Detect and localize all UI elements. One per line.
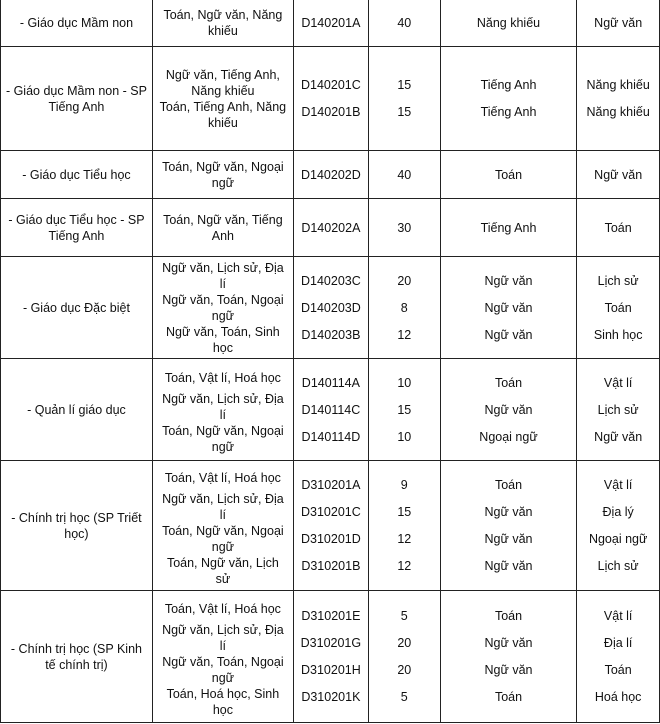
subject-combination: Toán, Vật lí, Hoá học	[164, 370, 281, 385]
second-subject-cell	[577, 47, 660, 151]
subject-combination: Toán, Ngữ văn, Tiếng Anh	[163, 212, 283, 243]
subject-combination: Ngữ văn, Tiếng Anh, Năng khiếu	[165, 67, 280, 98]
main-subject: Toán	[494, 478, 523, 492]
program-code: D140114C	[301, 402, 361, 417]
table-row	[1, 199, 660, 257]
second-subject: Lịch sử	[597, 402, 639, 417]
program-code: D310201B	[301, 559, 361, 573]
subject-combination: Ngữ văn, Toán, Ngoại ngữ	[162, 292, 284, 323]
main-subject: Ngữ văn	[484, 273, 533, 288]
quota-stack	[369, 472, 440, 580]
subject-combination-cell	[152, 359, 293, 461]
quota-stack	[369, 209, 440, 247]
second-subject-cell	[577, 591, 660, 723]
subject-combination: Toán, Ngữ văn, Năng khiếu	[163, 7, 283, 38]
program-code: D140203C	[300, 273, 361, 288]
program-code-stack	[294, 161, 368, 189]
second-subject-stack	[577, 472, 659, 580]
table-row	[1, 47, 660, 151]
quota: 15	[397, 105, 412, 119]
program-code: D140202D	[300, 167, 361, 182]
main-subject-stack	[441, 161, 577, 189]
subject-combination: Ngữ văn, Lịch sử, Địa lí	[162, 623, 284, 653]
main-subject-cell	[440, 199, 577, 257]
program-code-stack	[294, 209, 368, 247]
second-subject: Toán	[604, 300, 632, 315]
program-code: D140114D	[301, 429, 361, 444]
subject-combination: Ngữ văn, Toán, Ngoại ngữ	[162, 655, 284, 685]
subject-combination-stack	[153, 159, 293, 191]
table-row	[1, 461, 660, 591]
subject-combination-stack	[153, 209, 293, 247]
second-subject: Toán	[604, 220, 632, 235]
main-subject: Toán	[494, 609, 523, 623]
main-subject: Ngữ văn	[484, 402, 533, 417]
main-subject: Toán	[494, 167, 523, 182]
quota: 15	[397, 78, 412, 92]
program-code: D140201A	[301, 15, 361, 30]
second-subject-stack	[577, 72, 659, 126]
subject-combination: Toán, Ngữ văn, Ngoại ngữ	[162, 524, 284, 554]
second-subject: Ngữ văn	[594, 15, 643, 30]
main-subject: Toán	[494, 690, 523, 704]
table-row	[1, 257, 660, 359]
quota: 30	[397, 220, 412, 235]
second-subject: Vật lí	[603, 478, 633, 492]
program-code: D310201H	[300, 663, 361, 677]
quota-cell	[368, 359, 440, 461]
quota: 12	[397, 559, 412, 573]
program-code: D140202A	[301, 220, 361, 235]
main-subject-stack	[441, 9, 577, 37]
program-name: - Chính trị học (SP Triết học)	[1, 461, 153, 591]
main-subject-stack	[441, 603, 577, 711]
quota-cell	[368, 151, 440, 199]
second-subject-stack	[577, 369, 659, 450]
subject-combination: Toán, Ngữ văn, Lịch sử	[166, 556, 279, 586]
second-subject-stack	[577, 267, 659, 348]
quota: 20	[397, 663, 412, 677]
quota: 20	[397, 636, 412, 650]
program-code-cell	[293, 359, 368, 461]
second-subject-cell	[577, 0, 660, 47]
table-row	[1, 591, 660, 723]
second-subject: Lịch sử	[597, 273, 639, 288]
program-code: D310201A	[301, 478, 361, 492]
program-code-cell	[293, 151, 368, 199]
quota: 40	[397, 15, 412, 30]
quota-cell	[368, 199, 440, 257]
main-subject: Toán	[494, 375, 523, 390]
second-subject-stack	[577, 161, 659, 189]
main-subject: Ngoại ngữ	[479, 429, 538, 444]
main-subject-cell	[440, 461, 577, 591]
main-subject-cell	[440, 151, 577, 199]
main-subject: Ngữ văn	[484, 532, 533, 546]
second-subject: Toán	[604, 663, 632, 677]
program-name: - Giáo dục Mầm non	[1, 0, 153, 47]
quota: 10	[397, 375, 412, 390]
subject-combination-stack	[153, 260, 293, 356]
main-subject: Năng khiếu	[476, 15, 541, 30]
program-code-cell	[293, 199, 368, 257]
main-subject-cell	[440, 47, 577, 151]
program-code-cell	[293, 591, 368, 723]
quota-cell	[368, 257, 440, 359]
second-subject: Vật lí	[603, 375, 633, 390]
subject-combination: Toán, Vật lí, Hoá học	[164, 601, 281, 616]
quota-cell	[368, 591, 440, 723]
main-subject-stack	[441, 72, 577, 126]
table-row	[1, 151, 660, 199]
quota-stack	[369, 9, 440, 37]
subject-combination-stack	[153, 464, 293, 587]
program-code: D140201C	[300, 78, 361, 92]
main-subject-stack	[441, 267, 577, 348]
subject-combination-stack	[153, 364, 293, 455]
subject-combination: Ngữ văn, Lịch sử, Địa lí	[162, 260, 284, 291]
second-subject: Địa lí	[603, 636, 633, 650]
quota: 40	[397, 167, 412, 182]
quota: 12	[397, 327, 412, 342]
quota-cell	[368, 461, 440, 591]
program-name: - Quản lí giáo dục	[1, 359, 153, 461]
quota-stack	[369, 161, 440, 189]
table-row	[1, 0, 660, 47]
program-code-stack	[294, 9, 368, 37]
subject-combination-cell	[152, 151, 293, 199]
subject-combination: Toán, Vật lí, Hoá học	[164, 470, 281, 485]
program-code-stack	[294, 72, 368, 126]
subject-combination-cell	[152, 591, 293, 723]
main-subject: Ngữ văn	[484, 636, 533, 650]
subject-combination-stack	[153, 7, 293, 39]
quota: 9	[400, 478, 408, 492]
program-code-cell	[293, 461, 368, 591]
subject-combination-stack	[153, 67, 293, 131]
quota: 8	[400, 300, 408, 315]
program-code: D310201C	[300, 505, 361, 519]
subject-combination-cell	[152, 199, 293, 257]
subject-combination-stack	[153, 595, 293, 718]
program-name: - Giáo dục Tiểu học	[1, 151, 153, 199]
second-subject-cell	[577, 461, 660, 591]
subject-combination-cell	[152, 461, 293, 591]
second-subject-stack	[577, 603, 659, 711]
second-subject: Năng khiếu	[586, 105, 650, 119]
second-subject: Ngoại ngữ	[588, 532, 648, 546]
quota: 12	[397, 532, 412, 546]
quota-stack	[369, 369, 440, 450]
second-subject-cell	[577, 359, 660, 461]
quota: 5	[400, 690, 408, 704]
program-code-cell	[293, 47, 368, 151]
subject-combination: Toán, Tiếng Anh, Năng khiếu	[159, 99, 287, 130]
main-subject: Ngữ văn	[484, 559, 533, 573]
program-code-stack	[294, 267, 368, 348]
second-subject: Vật lí	[603, 609, 633, 623]
program-code: D310201E	[301, 609, 361, 623]
main-subject-stack	[441, 209, 577, 247]
program-code: D140203B	[301, 327, 361, 342]
quota: 10	[397, 429, 412, 444]
program-name: - Giáo dục Mầm non - SP Tiếng Anh	[1, 47, 153, 151]
subject-combination: Toán, Ngữ văn, Ngoại ngữ	[162, 424, 284, 454]
subject-combination: Ngữ văn, Toán, Sinh học	[166, 324, 280, 355]
quota-cell	[368, 0, 440, 47]
second-subject-cell	[577, 199, 660, 257]
main-subject: Ngữ văn	[484, 505, 533, 519]
quota-stack	[369, 267, 440, 348]
second-subject: Ngữ văn	[594, 167, 643, 182]
program-code: D310201K	[301, 690, 361, 704]
program-code: D140201B	[301, 105, 361, 119]
quota-stack	[369, 72, 440, 126]
second-subject-cell	[577, 151, 660, 199]
program-code: D140203D	[300, 300, 361, 315]
main-subject-cell	[440, 359, 577, 461]
main-subject: Tiếng Anh	[480, 220, 537, 235]
main-subject-cell	[440, 257, 577, 359]
table-row	[1, 359, 660, 461]
subject-combination-cell	[152, 257, 293, 359]
program-code: D140114A	[301, 375, 360, 390]
quota: 15	[397, 505, 412, 519]
main-subject: Tiếng Anh	[480, 105, 537, 119]
program-code-stack	[294, 472, 368, 580]
main-subject-cell	[440, 0, 577, 47]
subject-combination-cell	[152, 47, 293, 151]
main-subject-cell	[440, 591, 577, 723]
subject-combination: Ngữ văn, Lịch sử, Địa lí	[162, 492, 284, 522]
program-code: D310201G	[300, 636, 362, 650]
program-name: - Giáo dục Đặc biệt	[1, 257, 153, 359]
main-subject: Ngữ văn	[484, 327, 533, 342]
program-code-cell	[293, 0, 368, 47]
program-code: D310201D	[300, 532, 361, 546]
program-name: - Giáo dục Tiểu học - SP Tiếng Anh	[1, 199, 153, 257]
quota: 20	[397, 273, 412, 288]
program-code-cell	[293, 257, 368, 359]
main-subject-stack	[441, 369, 577, 450]
second-subject: Hoá học	[594, 690, 642, 704]
second-subject: Lịch sử	[597, 559, 639, 573]
main-subject: Ngữ văn	[484, 663, 533, 677]
quota-stack	[369, 603, 440, 711]
second-subject-stack	[577, 9, 659, 37]
main-subject-stack	[441, 472, 577, 580]
subject-combination-cell	[152, 0, 293, 47]
program-code-stack	[294, 603, 368, 711]
quota-cell	[368, 47, 440, 151]
subject-combination: Toán, Ngữ văn, Ngoại ngữ	[162, 159, 284, 190]
quota: 5	[400, 609, 408, 623]
second-subject: Sinh học	[593, 327, 643, 342]
main-subject: Tiếng Anh	[480, 78, 537, 92]
subject-combination: Toán, Hoá học, Sinh học	[166, 687, 280, 717]
program-code-stack	[294, 369, 368, 450]
second-subject: Ngữ văn	[594, 429, 643, 444]
main-subject: Ngữ văn	[484, 300, 533, 315]
second-subject: Năng khiếu	[586, 78, 650, 92]
second-subject: Địa lý	[602, 505, 634, 519]
quota: 15	[397, 402, 412, 417]
subject-combination: Ngữ văn, Lịch sử, Địa lí	[162, 392, 284, 422]
second-subject-stack	[577, 209, 659, 247]
table-body	[1, 0, 660, 723]
second-subject-cell	[577, 257, 660, 359]
program-name: - Chính trị học (SP Kinh tế chính trị)	[1, 591, 153, 723]
